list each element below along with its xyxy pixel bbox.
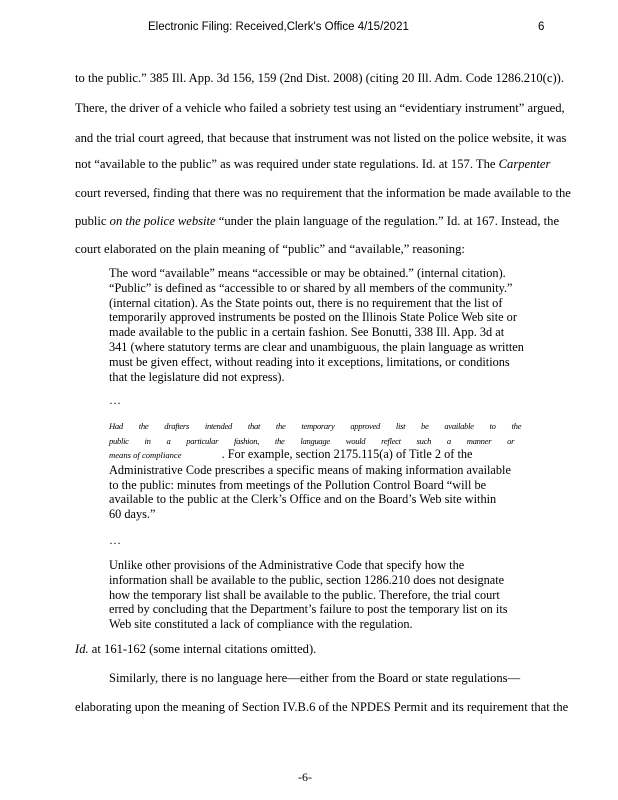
quote1-line: The word “available” means “accessible or may be obtained.” (internal citation). <box>109 266 506 280</box>
block-quote-2 <box>109 447 549 522</box>
body-line-4 <box>75 157 550 172</box>
body-line-6 <box>75 214 559 229</box>
quote3-line: Unlike other provisions of the Administrative Code that specify how the <box>109 558 465 572</box>
ellipsis-2: … <box>109 533 121 547</box>
ellipsis-1: … <box>109 393 121 407</box>
id-citation: Id. <box>75 642 89 656</box>
paragraph-2-line-1: Similarly, there is no language here—either from the Board or state regulations— <box>109 671 521 685</box>
quote3-line: erred by concluding that the Department’s failure to post the temporary list on its <box>109 602 508 617</box>
body-line-1: to the public.” 385 Ill. App. 3d 156, 159 (2nd Dist. 2008) (citing 20 Ill. Adm. Code 1286.210(c)). <box>75 71 565 85</box>
quote2-line: 60 days.” <box>109 507 156 522</box>
body-line-2: There, the driver of a vehicle who failed a sobriety test using an “evidentiary instrument” argued, <box>75 101 565 115</box>
quote1-line: must be given effect, without reading into it exceptions, limitations, or conditions <box>109 354 510 369</box>
quote2-italic-line-2: public in a particular fashion, the language would reflect such a manner or <box>109 436 515 446</box>
quote1-line: 341 (where statutory terms are clear and unambiguous, the plain language as written <box>109 339 524 354</box>
quote2-italic-line-1: Had the drafters intended that the temporary approved list be available to the <box>109 421 522 431</box>
body-line-3: and the trial court agreed, that because that instrument was not listed on the police website, it was <box>75 131 567 145</box>
means-of-compliance-phrase: means of compliance <box>109 450 182 460</box>
quote2-line: to the public: minutes from meetings of the Pollution Control Board “will be <box>109 477 487 492</box>
quote1-line: “Public” is defined as “accessible to or shared by all members of the community.” <box>109 280 513 295</box>
quote1-line: temporarily approved instruments be posted on the Illinois State Police Web site or <box>109 310 517 325</box>
quote2-line: Administrative Code prescribes a specific means of making information available <box>109 462 511 477</box>
on-police-website-phrase: on the police website <box>109 214 216 228</box>
quote1-line: made available to the public in a certain fashion. See Bonutti, 338 Ill. App. 3d at <box>109 325 505 340</box>
quote2-line-3-text: . For example, section 2175.115(a) of Title 2 of the <box>221 447 473 461</box>
case-name-carpenter: Carpenter <box>498 157 551 171</box>
citation-text: at 161-162 (some internal citations omitted). <box>88 642 317 656</box>
quote1-line: that the legislature did not express). <box>109 369 285 384</box>
filing-header: Electronic Filing: Received,Clerk's Office 4/15/2021 <box>148 21 409 33</box>
quote3-line: Web site constituted a lack of compliance with the regulation. <box>109 617 413 632</box>
body-line-4-text: not “available to the public” as was required under state regulations. Id. at 157. The <box>75 157 499 171</box>
citation-line <box>75 642 316 657</box>
header-page-number: 6 <box>538 21 545 33</box>
quote2-line: available to the public at the Clerk’s Office and on the Board’s Web site within <box>109 492 497 507</box>
body-line-5: court reversed, finding that there was no requirement that the information be made available to the <box>75 186 571 200</box>
paragraph-2-line-2: elaborating upon the meaning of Section IV.B.6 of the NPDES Permit and its requirement that the <box>75 700 569 714</box>
quote2-line <box>109 447 549 463</box>
body-line-7: court elaborated on the plain meaning of “public” and “available,” reasoning: <box>75 242 465 256</box>
quote3-line: how the temporary list shall be available to the public. Therefore, the trial court <box>109 587 500 602</box>
quote1-line: (internal citation). As the State points out, there is no requirement that the list of <box>109 295 503 310</box>
block-quote-1 <box>109 266 549 384</box>
body-line-6-tail: “under the plain language of the regulation.” Id. at 167. Instead, the <box>218 214 560 228</box>
body-line-6-text: public <box>75 214 110 228</box>
quote3-line: information shall be available to the public, section 1286.210 does not designate <box>109 572 505 587</box>
block-quote-3 <box>109 558 549 632</box>
footer-page-number: -6- <box>298 770 312 784</box>
